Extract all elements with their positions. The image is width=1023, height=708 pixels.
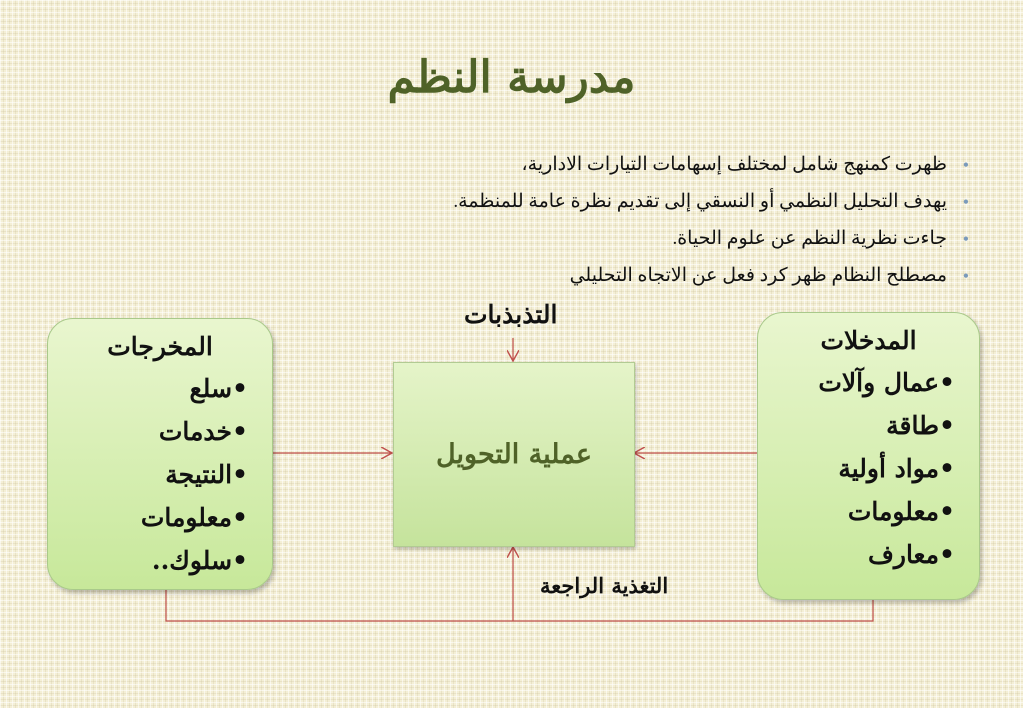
outputs-item: •معلومات: [140, 503, 248, 532]
bullet-dot-icon: •: [962, 266, 969, 286]
outputs-box: [47, 318, 273, 590]
inputs-heading: المدخلات: [820, 326, 917, 355]
bullet-dot-icon: •: [962, 192, 969, 212]
bullet-item: • يهدف التحليل النظمي أو النسقي إلى تقديم نظرة عامة للمنظمة.: [401, 187, 961, 224]
inputs-item: •طاقة: [886, 411, 955, 440]
outputs-item: •سلوك..: [151, 546, 248, 575]
process-label: عملية التحويل: [436, 439, 592, 470]
noise-label: التذبذبات: [464, 300, 558, 329]
inputs-box: [757, 312, 980, 600]
outputs-heading: المخرجات: [107, 332, 213, 361]
inputs-item: •عمال وآلات: [818, 368, 955, 397]
bullet-dot-icon: •: [962, 229, 969, 249]
bullet-item: • مصطلح النظام ظهر كرد فعل عن الاتجاه التحليلي: [401, 261, 961, 298]
bullet-item: • جاءت نظرية النظم عن علوم الحياة.: [401, 224, 961, 261]
feedback-label: التغذية الراجعة: [540, 573, 669, 598]
inputs-item: •مواد أولية: [838, 454, 955, 483]
inputs-item: •معارف: [867, 540, 955, 569]
outputs-item: •النتيجة: [165, 460, 248, 489]
process-box: [393, 362, 635, 547]
outputs-item: •سلع: [189, 374, 248, 403]
bullet-dot-icon: •: [962, 155, 969, 175]
bullet-item: • ظهرت كمنهج شامل لمختلف إسهامات التيارات الادارية،: [401, 150, 961, 187]
slide-title: مدرسة النظم: [387, 52, 636, 103]
outputs-item: •خدمات: [158, 417, 248, 446]
inputs-item: •معلومات: [847, 497, 955, 526]
